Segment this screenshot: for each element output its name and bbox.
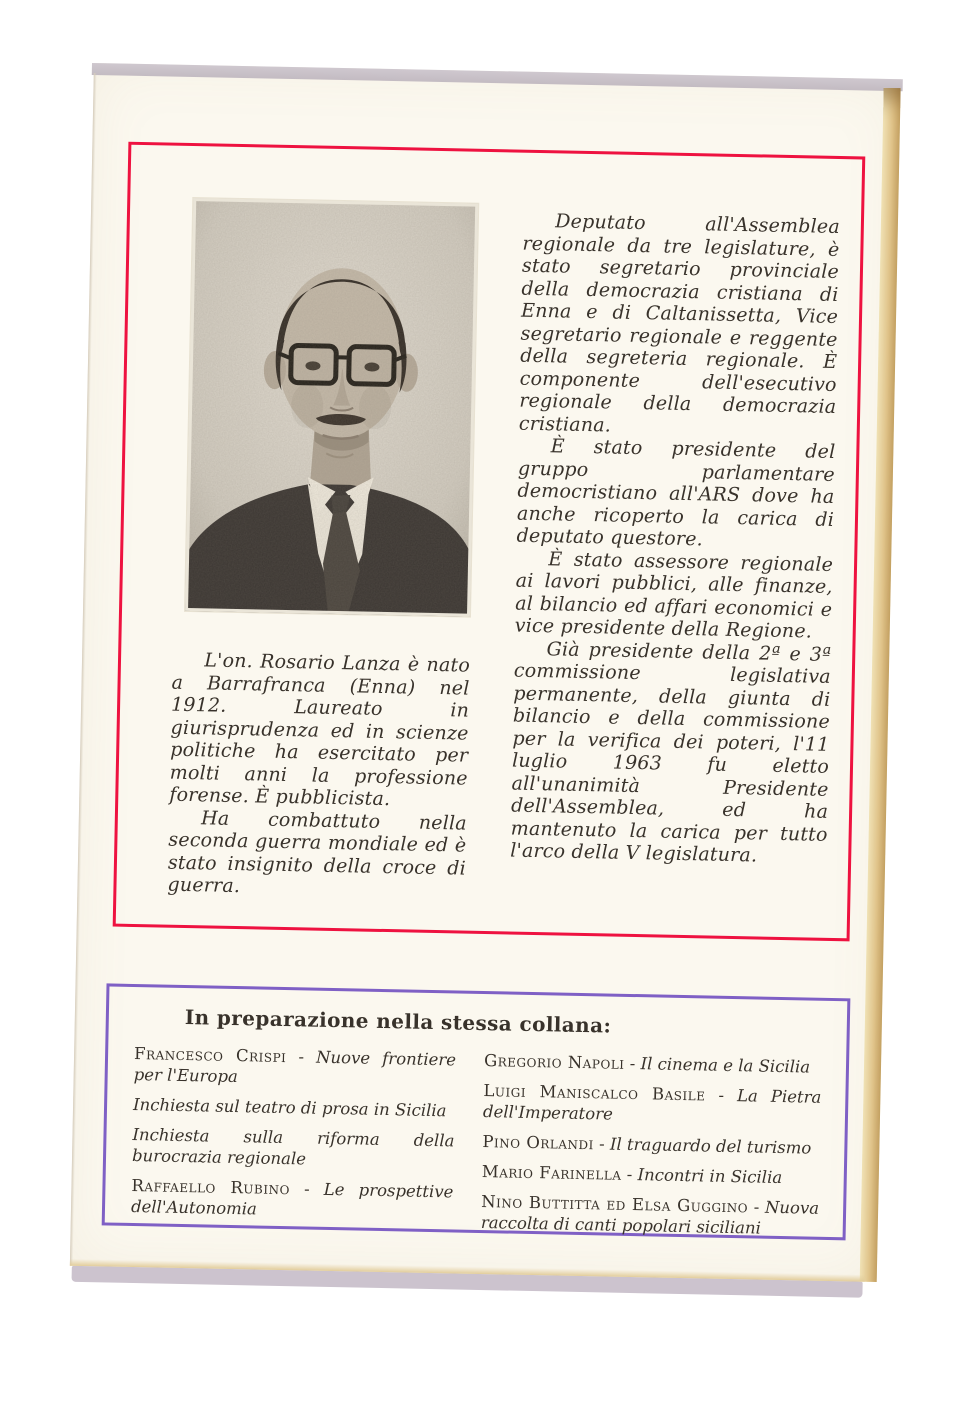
bio-text-right-column: [510, 210, 840, 869]
book-author: Gregorio Napoli: [483, 1051, 625, 1073]
book-list-item: [483, 1080, 822, 1129]
bio-paragraph: Già presidente della 2ª e 3ª commissione legislativa permanente, della giunta di bilancio e della commissione per la verifica dei poteri, l'11 luglio 1963 fu eletto all'unanimità Presidente dell'Assemblea, ed ha mantenuto la carica per tutto l'arco della V legislatura.: [510, 637, 832, 867]
book-page-block-edge: [860, 88, 901, 1282]
bio-paragraph: È stato assessore regionale ai lavori pubblici, alle finanze, al bilancio ed affari economici e vice presidente della Regione.: [514, 547, 834, 643]
book-list-item: [131, 1175, 454, 1223]
series-panel-heading: In preparazione nella stessa collana:: [184, 1005, 612, 1038]
book-title: Inchiesta sul teatro di prosa in Sicilia: [132, 1094, 447, 1121]
book-separator: -: [289, 1179, 324, 1199]
book-author: Pino Orlandi: [482, 1132, 595, 1154]
book-title: Nuova raccolta di canti popolari siciliani: [480, 1197, 820, 1238]
book-title: Le prospettive dell'Autonomia: [130, 1179, 454, 1219]
book-author: Raffaello Rubino: [131, 1175, 291, 1199]
book-separator: -: [621, 1164, 638, 1185]
book-cover: [70, 63, 901, 1282]
book-author: Mario Farinella: [481, 1162, 622, 1184]
book-separator: -: [624, 1053, 641, 1074]
book-list-item: [482, 1131, 820, 1159]
book-separator: -: [747, 1197, 766, 1217]
book-title: Nuove frontiere per l'Europa: [133, 1047, 457, 1087]
book-separator: -: [705, 1085, 738, 1106]
series-right-column: [480, 1050, 822, 1249]
bio-text-left-column: [167, 649, 470, 902]
book-title: La Pietra dell'Imperatore: [482, 1086, 822, 1124]
book-list-item: [482, 1161, 820, 1189]
book-title: Il traguardo del turismo: [609, 1134, 812, 1158]
book-title: Incontri in Sicilia: [637, 1165, 783, 1188]
bio-paragraph: Ha combattuto nella seconda guerra mondiale ed è stato insignito della croce di guerra.: [167, 806, 468, 898]
series-columns: [104, 1042, 846, 1249]
book-list-item: [133, 1043, 456, 1091]
book-list-item: [481, 1191, 820, 1240]
book-author: Francesco Crispi: [133, 1044, 287, 1067]
book-list-item: [484, 1050, 822, 1078]
book-left-crease: [70, 73, 97, 1266]
book-top-edge: [92, 63, 903, 91]
bio-paragraph: L'on. Rosario Lanza è nato a Barrafranca (Enna) nel 1912. Laureato in giurisprudenza ed in scienze politiche ha esercitato per molti anni la professione forense. È pubblicista.: [169, 649, 471, 811]
book-separator: -: [593, 1134, 611, 1154]
book-author: Luigi Maniscalco Basile: [483, 1081, 706, 1105]
book-author: Nino Buttitta ed Elsa Guggino: [481, 1192, 749, 1217]
series-panel: [102, 983, 851, 1240]
bio-paragraph: Deputato all'Assemblea regionale da tre legislature, è stato segretario provinciale della democrazia cristiana di Enna e di Caltanissetta, Vice segretario regionale e reggente della segreteria regionale. È componente dell'esecutivo regionale della democrazia cristiana.: [518, 210, 841, 436]
portrait-photo-illustration: [185, 198, 478, 617]
book-list-item: [133, 1094, 455, 1121]
book-title: Il cinema e la Sicilia: [640, 1054, 811, 1077]
book-title: Inchiesta sulla riforma della burocrazia regionale: [131, 1124, 455, 1169]
portrait-photo: [185, 198, 478, 617]
book-separator: -: [286, 1047, 317, 1067]
bio-panel: [113, 142, 866, 942]
book-list-item: [132, 1124, 455, 1172]
bio-paragraph: È stato presidente del gruppo parlamentare democristiano all'ARS dove ha anche ricoperto la carica di deputato questore.: [516, 435, 836, 551]
series-left-column: [130, 1043, 456, 1241]
